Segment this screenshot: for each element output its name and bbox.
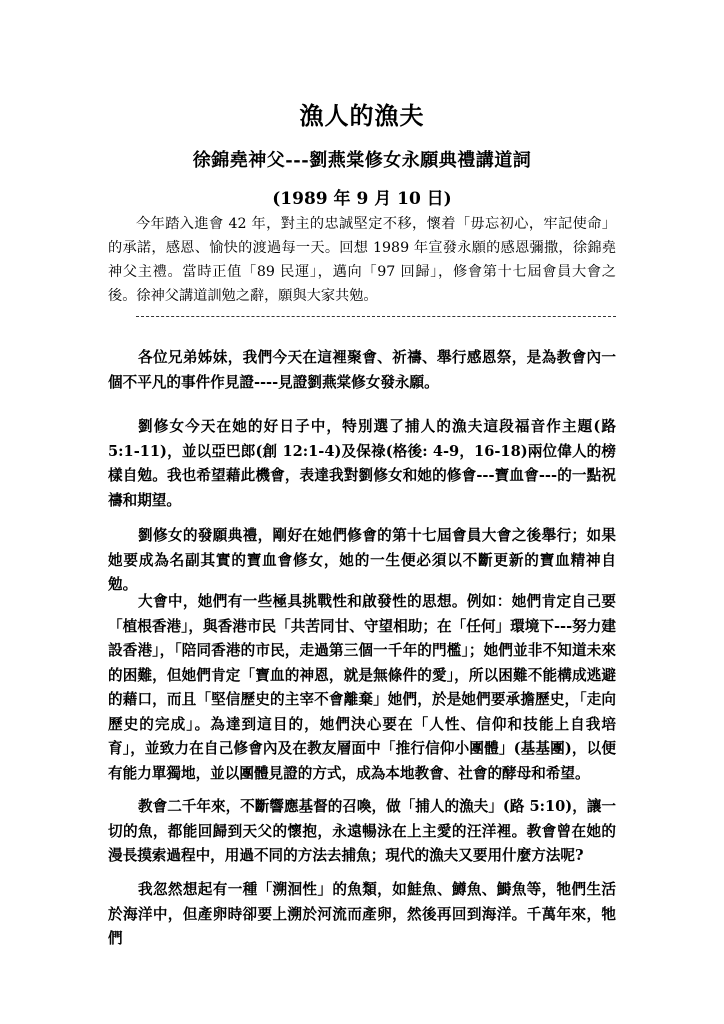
- body-paragraph-1: 各位兄弟姊妹，我們今天在這裡聚會、祈禱、舉行感恩祭，是為教會內一個不平凡的事件作見證----見證劉燕棠修女發永願。: [108, 349, 616, 391]
- document-date: (1989 年 9 月 10 日): [272, 189, 452, 209]
- body-paragraph-5: 教會二千年來，不斷響應基督的召喚，做「捕人的漁夫」(路 5:10)，讓一切的魚，都能回歸到天父的懷抱，永遠暢泳在上主愛的汪洋裡。教會曾在她的漫長摸索過程中，用過不同的方法去捕魚；現代的漁夫又要用什麼方法呢?: [108, 798, 616, 864]
- body-paragraph-3: 劉修女的發願典禮，剛好在她們修會的第十七屆會員大會之後舉行；如果她要成為名副其實的寶血會修女，她的一生便必須以不斷更新的寶血精神自勉。: [108, 527, 616, 593]
- body-paragraph-2: 劉修女今天在她的好日子中，特別選了捕人的漁夫這段福音作主題(路 5:1-11)，並以亞巴郎(創 12:1-4)及保祿(格後: 4-9，16-18)兩位偉人的榜樣自勉。我也希望藉此機會，表達我對劉修女和她的修會---寶血會---的一點祝禱和期望。: [108, 418, 616, 509]
- document-title: 漁人的漁夫: [299, 101, 425, 130]
- body-paragraph-6: 我忽然想起有一種「溯洄性」的魚類，如鮭魚、鱒魚、鰣魚等，牠們生活於海洋中，但產卵時卻要上溯於河流而產卵，然後再回到海洋。千萬年來，牠們: [108, 881, 616, 947]
- dashed-divider: [136, 316, 616, 317]
- document-subtitle: 徐錦堯神父---劉燕棠修女永願典禮講道詞: [192, 150, 532, 171]
- intro-paragraph: 今年踏入進會 42 年，對主的忠誠堅定不移，懷着「毋忘初心，牢記使命」的承諾，感恩、愉快的渡過每一天。回想 1989 年宣發永願的感恩彌撒，徐錦堯神父主禮。當時正值「89 民運」，邁向「97 回歸」，修會第十七屆會員大會之後。徐神父講道訓勉之辭，願與大家共勉。: [108, 216, 616, 304]
- body-paragraph-4: 大會中，她們有一些極具挑戰性和啟發性的思想。例如：她們肯定自己要「植根香港」，與香港市民「共苦同甘、守望相助；在「任何」環境下---努力建設香港」，「陪同香港的市民，走過第三個一千年的門檻」；她們並非不知道未來的困難，但她們肯定「寶血的神恩，就是無條件的愛」，所以困難不能構成逃避的藉口，而且「堅信歷史的主宰不會離棄」她們，於是她們要承擔歷史，「走向歷史的完成」。為達到這目的，她們決心要在「人性、信仰和技能上自我培育」，並致力在自己修會內及在教友層面中「推行信仰小團體」(基基團)，以便有能力單獨地，並以團體見證的方式，成為本地教會、社會的酵母和希望。: [108, 593, 616, 782]
